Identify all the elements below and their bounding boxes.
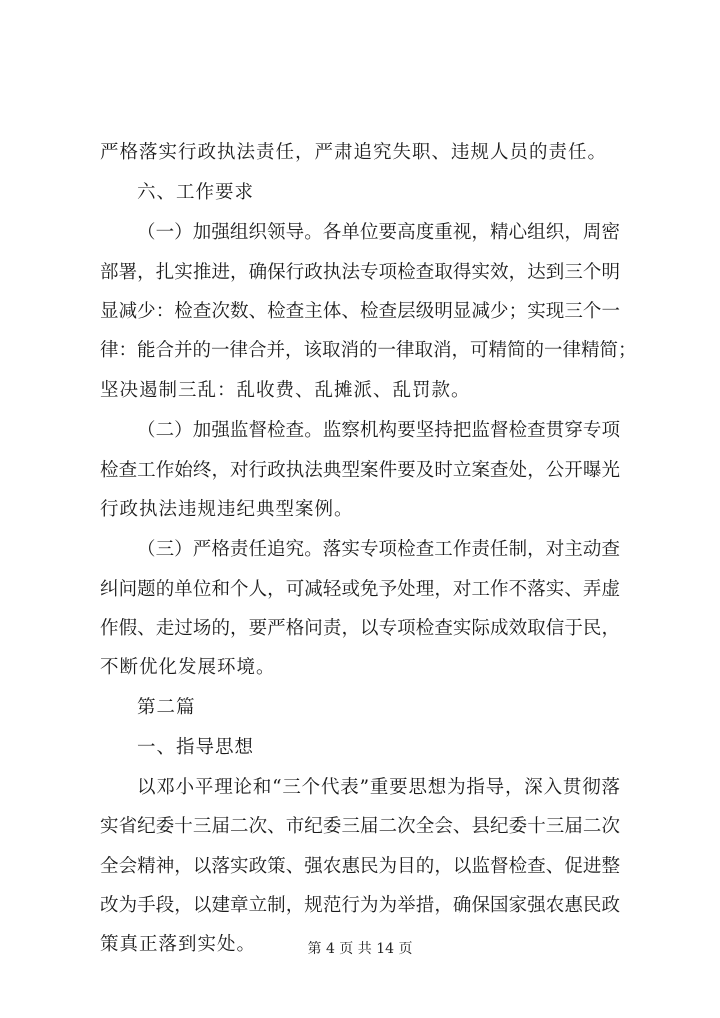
body-text-line: 坚决遏制三乱：乱收费、乱摊派、乱罚款。 — [100, 380, 471, 401]
body-text-line: （三）严格责任追究。落实专项检查工作责任制，对主动查 — [137, 539, 620, 560]
body-text-line: 严格落实行政执法责任，严肃追究失职、违规人员的责任。 — [100, 142, 608, 163]
body-text-line: 部署，扎实推进，确保行政执法专项检查取得实效，达到三个明 — [100, 262, 620, 283]
body-text-line: （二）加强监督检查。监察机构要坚持把监督检查贯穿专项 — [137, 420, 620, 441]
body-text-line: 策真正落到实处。 — [100, 934, 257, 955]
chapter-heading: 第二篇 — [137, 697, 196, 718]
section-heading: 一、指导思想 — [137, 737, 255, 758]
section-heading: 六、工作要求 — [137, 182, 255, 203]
body-text-line: 显减少：检查次数、检查主体、检查层级明显减少；实现三个一 — [100, 301, 620, 322]
body-text-line: 全会精神，以落实政策、强农惠民为目的，以监督检查、促进整 — [100, 856, 620, 877]
body-text-line: 作假、走过场的，要严格问责，以专项检查实际成效取信于民， — [100, 618, 620, 639]
body-text-line: 纠问题的单位和个人，可减轻或免予处理，对工作不落实、弄虚 — [100, 579, 620, 600]
body-text-line: 不断优化发展环境。 — [100, 657, 276, 678]
body-text-line: 律：能合并的一律合并，该取消的一律取消，可精简的一律精简； — [100, 340, 637, 361]
page-number-footer: 第 4 页 共 14 页 — [307, 941, 413, 957]
body-text-line: 改为手段，以建章立制，规范行为为举措，确保国家强农惠民政 — [100, 895, 620, 916]
body-text-line: 实省纪委十三届二次、市纪委三届二次全会、县纪委十三届二次 — [100, 816, 620, 837]
body-text-line: 行政执法违规违纪典型案例。 — [100, 499, 354, 520]
body-text-line: 以邓小平理论和“三个代表”重要思想为指导，深入贯彻落 — [137, 777, 620, 798]
body-text-line: 检查工作始终，对行政执法典型案件要及时立案查处，公开曝光 — [100, 460, 620, 481]
body-text-line: （一）加强组织领导。各单位要高度重视，精心组织，周密 — [137, 222, 620, 243]
